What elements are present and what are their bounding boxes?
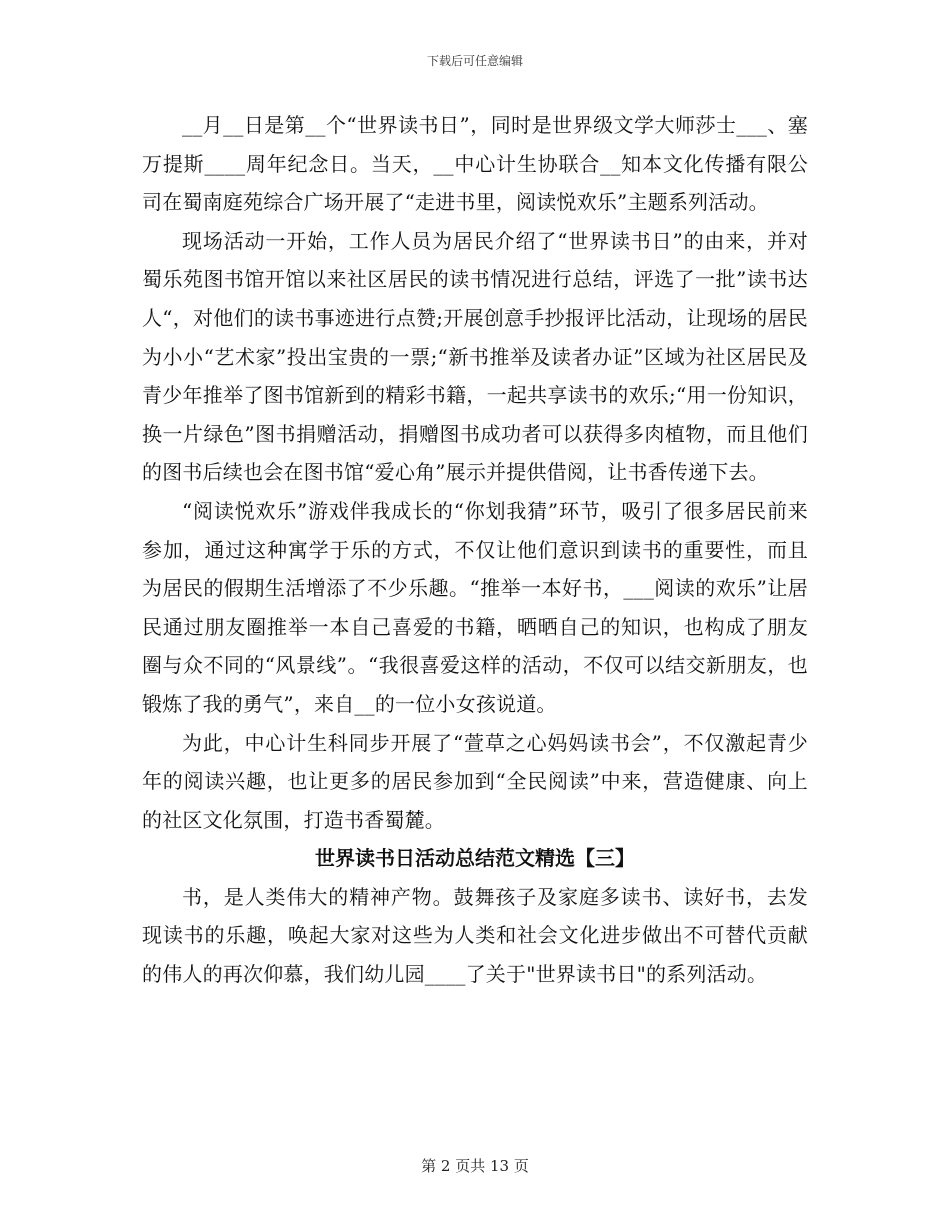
section-title: 世界读书日活动总结范文精选【三】 [315, 846, 635, 871]
document-body [142, 106, 808, 994]
paragraph: 为此，中心计生科同步开展了“萱草之心妈妈读书会”，不仅激起青少年的阅读兴趣，也让更多的居民参加到“全民阅读”中来，营造健康、向上的社区文化氛围，打造书香蜀麓。 [142, 730, 808, 832]
header-note: 下载后可任意编辑 [426, 54, 523, 68]
paragraph: 现场活动一开始，工作人员为居民介绍了“世界读书日”的由来，并对蜀乐苑图书馆开馆以来社区居民的读书情况进行总结，评选了一批”读书达人“，对他们的读书事迹进行点赞;开展创意手抄报评比活动，让现场的居民为小小“艺术家”投出宝贵的一票;“新书推举及读者办证”区域为社区居民及青少年推举了图书馆新到的精彩书籍，一起共享读书的欢乐;“用一份知识，换一片绿色”图书捐赠活动，捐赠图书成功者可以获得多肉植物，而且他们的图书后续也会在图书馆“爱心角”展示并提供借阅，让书香传递下去。 [142, 228, 808, 485]
paragraph: 书，是人类伟大的精神产物。鼓舞孩子及家庭多读书、读好书，去发现读书的乐趣，唤起大家对这些为人类和社会文化进步做出不可替代贡献的伟人的再次仰慕，我们幼儿园____了关于"世界读书日"的系列活动。 [142, 884, 808, 987]
paragraph: __月__日是第__个“世界读书日”，同时是世界级文学大师莎士___、塞万提斯____周年纪念日。当天，__中心计生协联合__知本文化传播有限公司在蜀南庭苑综合广场开展了“走进书里，阅读悦欢乐”主题系列活动。 [142, 113, 808, 215]
page-number-footer: 第 2 页共 13 页 [421, 1157, 529, 1175]
paragraph: “阅读悦欢乐”游戏伴我成长的“你划我猜”环节，吸引了很多居民前来参加，通过这种寓学于乐的方式，不仅让他们意识到读书的重要性，而且为居民的假期生活增添了不少乐趣。“推举一本好书，___阅读的欢乐”让居民通过朋友圈推举一本自己喜爱的书籍，晒晒自己的知识，也构成了朋友圈与众不同的“风景线”。“我很喜爱这样的活动，不仅可以结交新朋友，也锻炼了我的勇气”，来自__的一位小女孩说道。 [142, 498, 808, 716]
